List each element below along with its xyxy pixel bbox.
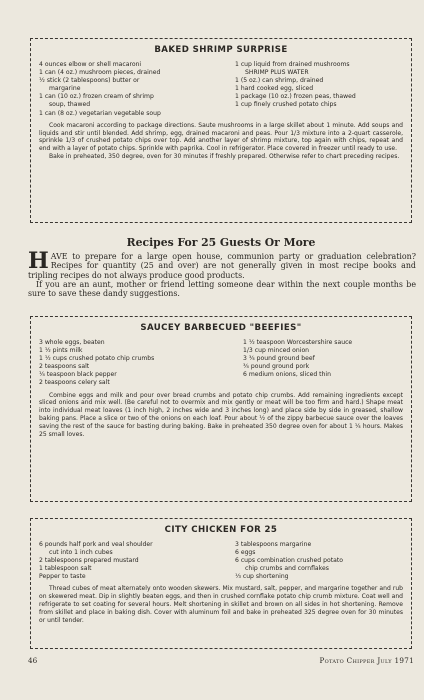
recipe-title: BAKED SHRIMP SURPRISE	[154, 45, 288, 55]
directions-paragraph: Thread cubes of meat alternately onto wooden skewers. Mix mustard, salt, pepper, and margarine together and rub on skewered meat. Dip in slightly beaten eggs, and then in crushed cornflake potato chip crumb mixture. Coat well and refrigerate to set coating for several hours. Melt shortening in skillet and brown on all sides in hot shortening. Remove from skillet and place in baking dish. Cover with aluminum foil and bake in preheated 325 degree oven for 30 minutes or until tender.	[39, 585, 403, 625]
recipe-box-baked-shrimp	[30, 38, 412, 223]
ingredients-left	[39, 541, 217, 581]
ingredient: 6 pounds half pork and veal shoulder	[39, 541, 153, 548]
ingredient: 2 teaspoons salt	[39, 363, 90, 371]
ingredient: 1 can (10 oz.) frozen cream of shrimp	[39, 93, 154, 101]
ingredient: cut into 1 inch cubes	[49, 549, 113, 557]
ingredient: 1 (5 oz.) can shrimp, drained	[235, 77, 324, 85]
ingredients-left	[39, 61, 217, 118]
recipe-directions	[39, 122, 403, 162]
ingredient: 1 tablespoon salt	[39, 565, 92, 573]
section-intro	[28, 248, 416, 299]
ingredient: Pepper to taste	[39, 573, 86, 581]
ingredient: 2 teaspoons celery salt	[39, 379, 110, 387]
ingredient: 1 can (8 oz.) vegetarian vegetable soup	[39, 109, 161, 117]
ingredient: 1 hard cooked egg, sliced	[235, 85, 314, 93]
ingredient: 1 package (10 oz.) frozen peas, thawed	[235, 93, 356, 101]
ingredient: 1/3 cup minced onion	[243, 347, 310, 355]
ingredient: 3 tablespoons margarine	[235, 541, 312, 548]
ingredient: 1 can (4 oz.) mushroom pieces, drained	[39, 69, 161, 77]
ingredient: chip crumbs and cornflakes	[245, 565, 329, 573]
directions-paragraph: Cook macaroni according to package directions. Saute mushrooms in a large skillet about 1 minute. Add soups and liquids and stir until blended. Add shrimp, egg, drained macaroni and peas. Pour 1/3 mixture into a 2-quart casserole, sprinkle 1/3 of crushed potato chips over top. Add another layer of shrimp mixture, top again with chips, repeat and end with a layer of potato chips. Sprinkle with paprika. Cool in refrigerator. Place covered in freezer until ready to use.	[39, 121, 403, 153]
ingredient: 1 ½ pints milk	[39, 347, 83, 355]
recipe-directions	[39, 392, 403, 439]
ingredient: 1 ½ teaspoon Worcestershire sauce	[243, 339, 353, 346]
ingredients-right	[235, 61, 403, 118]
ingredient: 3 whole eggs, beaten	[39, 339, 105, 346]
recipe-box-beefies	[30, 316, 412, 502]
ingredient: ½ stick (2 tablespoons) butter or	[39, 77, 140, 85]
ingredient: 4 ounces elbow or shell macaroni	[39, 61, 142, 68]
ingredient-columns	[39, 339, 403, 388]
page-footer	[28, 656, 414, 665]
ingredients-left	[39, 339, 217, 388]
ingredient: 6 cups combination crushed potato	[235, 557, 343, 565]
ingredient: ⅓ cup shortening	[235, 573, 289, 581]
ingredients-right	[235, 541, 403, 581]
intro-paragraph: AVE to prepare for a large open house, communion party or graduation celebration? Recipes for quantity (25 and over) are not generally given in most recipe books and tripling recipes do not always produce good products.	[28, 252, 416, 280]
recipe-title: SAUCEY BARBECUED "BEEFIES"	[140, 323, 302, 333]
ingredient: soup, thawed	[49, 101, 91, 109]
ingredient: margarine	[49, 85, 81, 93]
ingredient: 2 tablespoons prepared mustard	[39, 557, 139, 565]
intro-paragraph: If you are an aunt, mother or friend letting someone dear within the next couple months be sure to save these dandy suggestions.	[28, 279, 416, 299]
ingredient: 6 eggs	[235, 549, 256, 557]
ingredient: ¼ teaspoon black pepper	[39, 371, 117, 379]
recipe-box-city-chicken	[30, 518, 412, 649]
ingredient: ¾ pound ground pork	[243, 363, 310, 371]
ingredients-right	[243, 339, 403, 388]
ingredient: 1 cup liquid from drained mushrooms	[235, 61, 350, 68]
recipe-title: CITY CHICKEN FOR 25	[164, 525, 278, 535]
ingredient: 1 cup finely crushed potato chips	[235, 101, 337, 109]
ingredient: 6 medium onions, sliced thin	[243, 371, 331, 379]
directions-paragraph: Bake in preheated, 350 degree, oven for 30 minutes if freshly prepared. Otherwise refer to chart preceding recipes.	[49, 153, 400, 161]
section-title: Recipes For 25 Guests Or More	[126, 236, 316, 249]
ingredient: 1 ½ cups crushed potato chip crumbs	[39, 355, 155, 363]
directions-paragraph: Combine eggs and milk and pour over bread crumbs and potato chip crumbs. Add remaining ingredients except sliced onions and mix well. (Be careful not to overmix and mix gently or meat will be too firm and hard.) Shape meat into individual meat loaves (1 inch high, 2 inches wide and 3 inches long) and place side by side in greased, shallow baking pans. Place a slice or two of the onions on each loaf. Pour about ½ of the zippy barbecue sauce over the loaves saving the rest of the sauce for basting during baking. Bake in preheated 350 degree oven for about 1 ¼ hours. Makes 25 small loves.	[39, 391, 403, 439]
drop-cap: H	[28, 248, 49, 274]
ingredient: 3 ¾ pound ground beef	[243, 355, 315, 363]
recipe-directions	[39, 585, 403, 625]
publication-name: Potato Chipper July 1971	[319, 656, 414, 665]
page-number: 46	[28, 656, 38, 665]
ingredient-columns	[39, 541, 403, 581]
ingredient-columns	[39, 61, 403, 118]
ingredient: SHRIMP PLUS WATER	[245, 69, 309, 77]
